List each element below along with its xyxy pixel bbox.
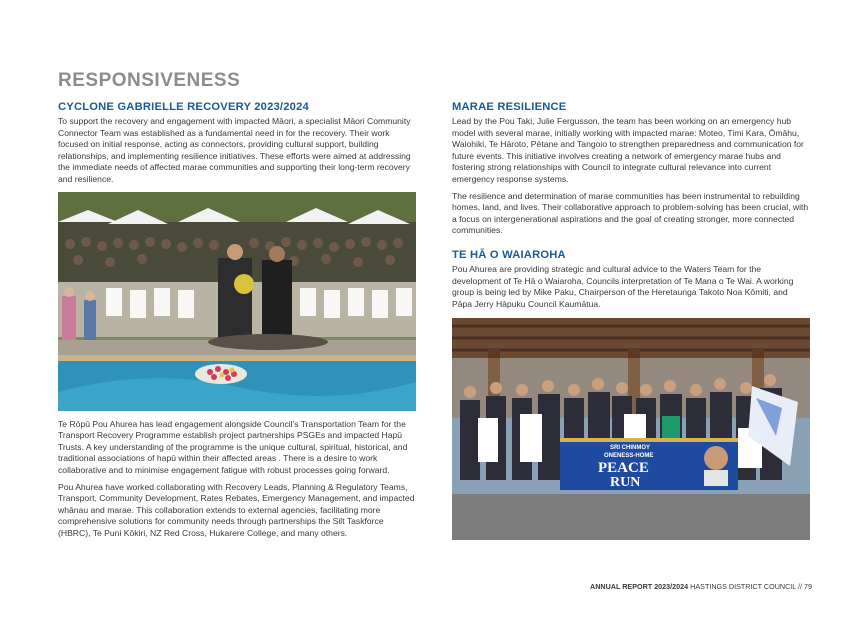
section-heading-waiaroha: TE HĀ O WAIAROHA [452,248,566,261]
collaboration-paragraph: Pou Ahurea have worked collaborating with Recovery Leads, Planning & Regulatory Teams, Transport, Community Development, Rates Rebates, Emergency Management, and impacted whānau and marae. This collaboration extends to external agencies, facilitating more comprehensive solutions for community needs through partnerships the Silt Taskforce (HBRC), Te Puni Kōkiri, NZ Red Cross, Hukarere College, and many others. [58,481,415,538]
banner-line1: SRI CHINMOY [610,445,651,452]
marae-resilience-paragraph: The resilience and determination of marae communities has been instrumental to rebuilding homes, land, and lives. Their collaborative approach to problem-solving has been crucial, with a focus on intergenerational aspirations and the goal of creating stronger, more connected communities. [452,190,809,236]
section-heading-cyclone: CYCLONE GABRIELLE RECOVERY 2023/2024 [58,101,309,113]
left-column [58,101,416,545]
marae-hub-paragraph: Lead by the Pou Taki, Julie Fergusson, the team has been working on an emergency hub model with several marae, initially working with impacted marae: Moteo, Timi Kara, Ōmāhu, Waiohiki, Te Hāroto, Pētane and Tangoio to strengthen preparedness and communication for future events. This initiative involves creating a network of emergency marae hubs and fostering strong relationships with Council to integrate cultural relevance into current emergency response systems. [452,116,804,184]
banner-line4: RUN [610,475,641,491]
ceremony-photo-image [58,192,416,411]
page-footer [0,582,812,591]
cyclone-intro-paragraph: To support the recovery and engagement with impacted Māori, a specialist Māori Community Connector Team was established as a fundamental need in for the recovery. Their work focused on initial response, acting as connectors, providing cultural support, building relationships, and implementing resilience initiatives. These efforts were aimed at addressing the immediate needs of affected marae communities and supporting their long-term recovery and resilience. [58,116,411,184]
transport-recovery-paragraph: Te Rōpū Pou Ahurea has lead engagement alongside Council's Transportation Team for the Transport Recovery Programme establish project partnerships PSGEs and impacted Hapū Trusts. A key understanding of the programme is the unique cultural, spiritual, historical, and traditional associations of hapū within their affected areas . There is a desire to work collaborative and to minimise engagement fatigue with robust processes going forward. [58,418,408,475]
footer-separator: // [798,582,802,591]
footer-report-title: ANNUAL REPORT 2023/2024 [590,582,689,591]
section-heading-marae: MARAE RESILIENCE [452,101,567,113]
right-column [452,101,810,548]
page-number: 79 [804,582,812,591]
peace-run-photo-image [452,318,810,540]
footer-org: HASTINGS DISTRICT COUNCIL [690,582,796,591]
banner-line2: ONENESS-HOME [604,453,654,460]
page-title: RESPONSIVENESS [58,70,241,91]
banner-line3: PEACE [598,460,649,477]
peace-run-photo [452,318,810,540]
waiaroha-paragraph: Pou Ahurea are providing strategic and cultural advice to the Waters Team for the development of Te Hā o Waiaroha, Councils interpretation of Te Mana o Te Wai. A working group is being led by Mike Paku, Chairperson of the Heretaunga Takoto Noa Kōmiti, and Pāpa Jerry Hāpuku Council Kaumātua. [452,263,794,309]
ceremony-photo [58,192,416,411]
